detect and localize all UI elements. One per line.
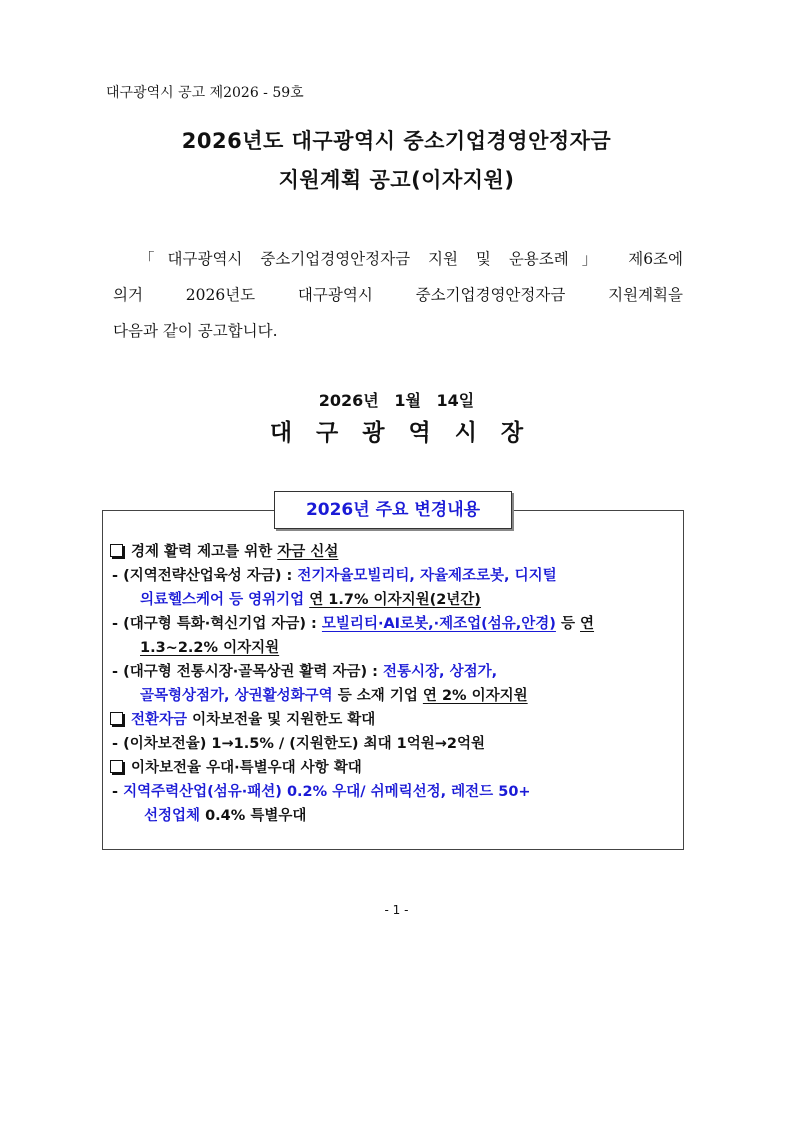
body-line-2: 의거 2026년도 대구광역시 중소기업경영안정자금 지원계획을	[113, 286, 683, 304]
section-3-heading: 이차보전율 우대·특별우대 사항 확대	[110, 756, 680, 780]
checkbox-square-icon	[110, 544, 123, 557]
section-1-item-3-cont: 골목형상점가, 상권활성화구역 등 소재 기업 연 2% 이자지원	[140, 688, 528, 704]
section-1-item-2-cont: 1.3~2.2% 이자지원	[140, 640, 280, 656]
notice-number: 대구광역시 공고 제2026 - 59호	[106, 85, 304, 101]
section-1-item-2: - (대구형 특화·혁신기업 자금) : 모빌리티·AI로봇,·제조업(섬유,안경) 등 연	[112, 616, 595, 632]
section-2-heading: 전환자금 이차보전율 및 지원한도 확대	[110, 708, 680, 732]
changes-content	[110, 540, 680, 828]
section-1-item-1: - (지역전략산업육성 자금) : 전기자율모빌리티, 자율제조로봇, 디지털	[112, 568, 557, 584]
document-title-line2: 지원계획 공고(이자지원)	[278, 168, 515, 192]
section-1-heading: 경제 활력 제고를 위한 자금 신설	[110, 540, 680, 564]
section-1-item-3: - (대구형 전통시장·골목상권 활력 자금) : 전통시장, 상점가,	[112, 664, 498, 680]
checkbox-square-icon	[110, 712, 123, 725]
section-1-item-1-cont: 의료헬스케어 등 영위기업 연 1.7% 이자지원(2년간)	[140, 592, 481, 608]
checkbox-square-icon	[110, 760, 123, 773]
document-title-line1: 2026년도 대구광역시 중소기업경영안정자금	[181, 129, 612, 153]
section-3-item-1: - 지역주력산업(섬유·패션) 0.2% 우대/ 쉬메릭선정, 레전드 50+	[112, 784, 531, 800]
body-line-1: 「대구광역시 중소기업경영안정자금 지원 및 운용조례」 제6조에	[139, 250, 683, 268]
section-3-item-1-cont: 선정업체 0.4% 특별우대	[144, 808, 307, 824]
announcement-body	[113, 241, 683, 349]
changes-box-title: 2026년 주요 변경내용	[274, 491, 512, 529]
issuer-name: 대구광역시장	[269, 420, 548, 446]
page-number: - 1 -	[384, 903, 409, 917]
announcement-date: 2026년 1월 14일	[318, 391, 475, 410]
body-line-3: 다음과 같이 공고합니다.	[113, 322, 278, 340]
section-2-item-1: - (이차보전율) 1→1.5% / (지원한도) 최대 1억원→2억원	[112, 736, 485, 752]
